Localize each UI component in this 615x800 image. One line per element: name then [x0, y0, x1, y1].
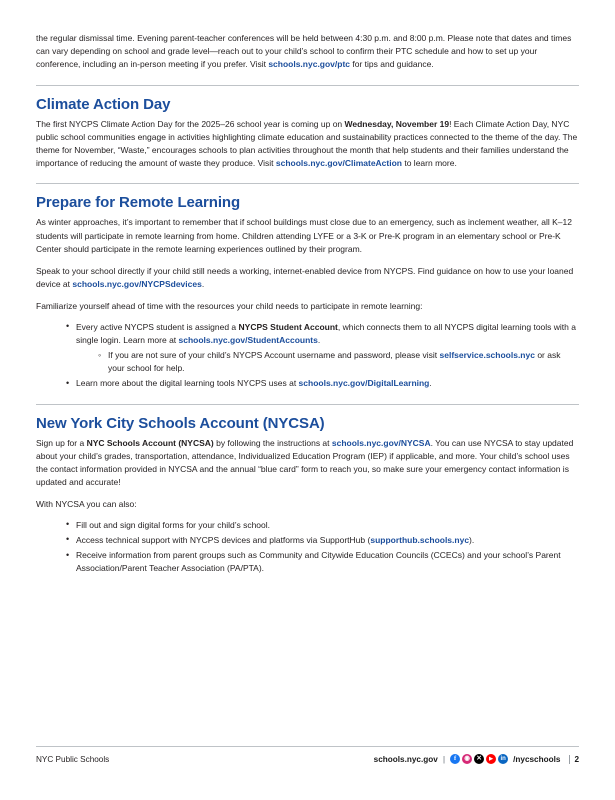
- supporthub-link[interactable]: supporthub.schools.nyc: [370, 534, 470, 545]
- section-title-nycsa: New York City Schools Account (NYCSA): [36, 414, 325, 432]
- bullet-text-c: .: [317, 334, 321, 345]
- footer-contact-group: [374, 754, 579, 764]
- climate-text-c: to learn more.: [402, 158, 457, 169]
- ptc-link[interactable]: schools.nyc.gov/ptc: [268, 59, 351, 70]
- linkedin-icon[interactable]: in: [498, 754, 508, 764]
- footer-divider: [36, 746, 579, 747]
- instagram-icon[interactable]: ◉: [462, 754, 472, 764]
- page-footer: [36, 746, 579, 772]
- x-twitter-icon[interactable]: ✕: [474, 754, 484, 764]
- footer-org-name: NYC Public Schools: [36, 754, 110, 764]
- student-account-bold: NYCPS Student Account: [238, 321, 338, 332]
- nycsa-paragraph-2: With NYCSA you can also:: [36, 499, 137, 510]
- footer-row: [36, 754, 579, 764]
- intro-text-part1: the regular dismissal time. Evening parent-teacher conferences will be held between 4:30 p.m. and 8:00 p.m. Please note that dates and times can vary depending on school and grade level—reach out to your child’s school to confirm their PTC schedule and how to set up your conference, including an in-person meeting if you prefer. Visit: [36, 33, 572, 70]
- remote-text-b: .: [201, 279, 205, 290]
- climate-action-link[interactable]: schools.nyc.gov/ClimateAction: [275, 158, 402, 169]
- student-accounts-link[interactable]: schools.nyc.gov/StudentAccounts: [178, 334, 318, 345]
- facebook-icon[interactable]: f: [450, 754, 460, 764]
- bullet-text-a: Learn more about the digital learning tools NYCPS uses at: [76, 378, 299, 389]
- youtube-icon[interactable]: ▶: [486, 754, 496, 764]
- list-item: [66, 377, 579, 390]
- nycsa-paragraph-1: [36, 437, 579, 490]
- footer-page-number: 2: [569, 755, 579, 764]
- nycsa-text-b: by following the instructions at: [213, 437, 332, 448]
- nycsa-link[interactable]: schools.nyc.gov/NYCSA: [331, 437, 431, 448]
- footer-separator: |: [442, 754, 446, 764]
- climate-date: Wednesday, November 19: [344, 118, 450, 129]
- section-title-remote-learning: Prepare for Remote Learning: [36, 194, 241, 212]
- remote-paragraph-1: As winter approaches, it’s important to remember that if school buildings must close due to an emergency, such as inclement weather, all K–12 students will participate in remote learning from home. Children attending LYFE or a 3-K or Pre-K program in an elementary school or Pre-K Center should participate in the remote learning experiences outlined by their program.: [36, 217, 572, 254]
- digital-learning-link[interactable]: schools.nyc.gov/DigitalLearning: [298, 378, 430, 389]
- nycsa-text-c: . You can use NYCSA to stay updated about your child’s grades, transportation, attendance, Individualized Education Program (IEP) if applicable, and more. Your child’s school uses the contact information provided in NYCSA and the annual “blue card” form to reach you, so make sure your emergency contact information is updated and accurate!: [36, 437, 574, 488]
- section-divider: [36, 404, 579, 405]
- section-title-climate-action-day: Climate Action Day: [36, 95, 171, 113]
- footer-website[interactable]: schools.nyc.gov: [373, 754, 438, 764]
- list-item: [66, 321, 579, 376]
- bullet-text-b: , which connects them to all NYCPS digital learning tools with a single login. Learn more at: [76, 321, 576, 345]
- climate-text-b: ! Each Climate Action Day, NYC public school communities engage in activities highlighting climate education and sustainability practices connected to the theme of the day. The theme for November, “Waste,” encourages schools to plan activities throughout the month that help students and their families understand the importance of reducing the amount of waste they produce. Visit: [36, 118, 578, 169]
- climate-text-a: The first NYCPS Climate Action Day for the 2025–26 school year is coming up on: [36, 118, 345, 129]
- footer-handle: /nycschools: [513, 754, 561, 764]
- climate-paragraph: [36, 118, 579, 171]
- bullet-text-c: .: [429, 378, 432, 389]
- list-item: [66, 534, 579, 547]
- list-item: [66, 519, 579, 532]
- section-climate-action-day: [36, 96, 579, 171]
- section-nycsa: [36, 415, 579, 576]
- remote-paragraph-2: [36, 265, 579, 291]
- bullet-text-a: Fill out and sign digital forms for your child’s school.: [76, 519, 271, 530]
- remote-text-a: Speak to your school directly if your child still needs a working, internet-enabled device from NYCPS. Find guidance on how to use your loaned device at: [36, 266, 574, 290]
- intro-text-part2: for tips and guidance.: [350, 59, 434, 70]
- section-divider: [36, 85, 579, 86]
- subbullet-text-a: If you are not sure of your child’s NYCPS Account username and password, please visit: [108, 350, 440, 361]
- remote-bullet-list: [36, 321, 579, 391]
- nycsa-bullet-list: [36, 519, 579, 576]
- selfservice-link[interactable]: selfservice.schools.nyc: [439, 350, 535, 361]
- nycsa-bold: NYC Schools Account (NYCSA): [86, 437, 214, 448]
- bullet-text-c: ).: [469, 534, 475, 545]
- bullet-text-a: Every active NYCPS student is assigned a: [76, 321, 239, 332]
- nycsa-text-a: Sign up for a: [36, 437, 87, 448]
- list-item: [66, 549, 579, 575]
- intro-paragraph: [36, 32, 579, 72]
- remote-sub-bullet-list: [76, 349, 579, 375]
- social-icons: [450, 754, 508, 764]
- subbullet-text-b: or ask your school for help.: [108, 350, 561, 374]
- remote-paragraph-3: Familiarize yourself ahead of time with the resources your child needs to participate in remote learning:: [36, 301, 423, 312]
- bullet-text-a: Receive information from parent groups such as Community and Citywide Education Councils (CCECs) and your school’s Parent Association/Parent Teacher Association (PA/PTA).: [76, 550, 561, 574]
- section-remote-learning: [36, 194, 579, 390]
- nycps-devices-link[interactable]: schools.nyc.gov/NYCPSdevices: [72, 279, 202, 290]
- bullet-text-a: Access technical support with NYCPS devices and platforms via SupportHub (: [76, 534, 371, 545]
- list-item: [98, 349, 579, 375]
- section-divider: [36, 183, 579, 184]
